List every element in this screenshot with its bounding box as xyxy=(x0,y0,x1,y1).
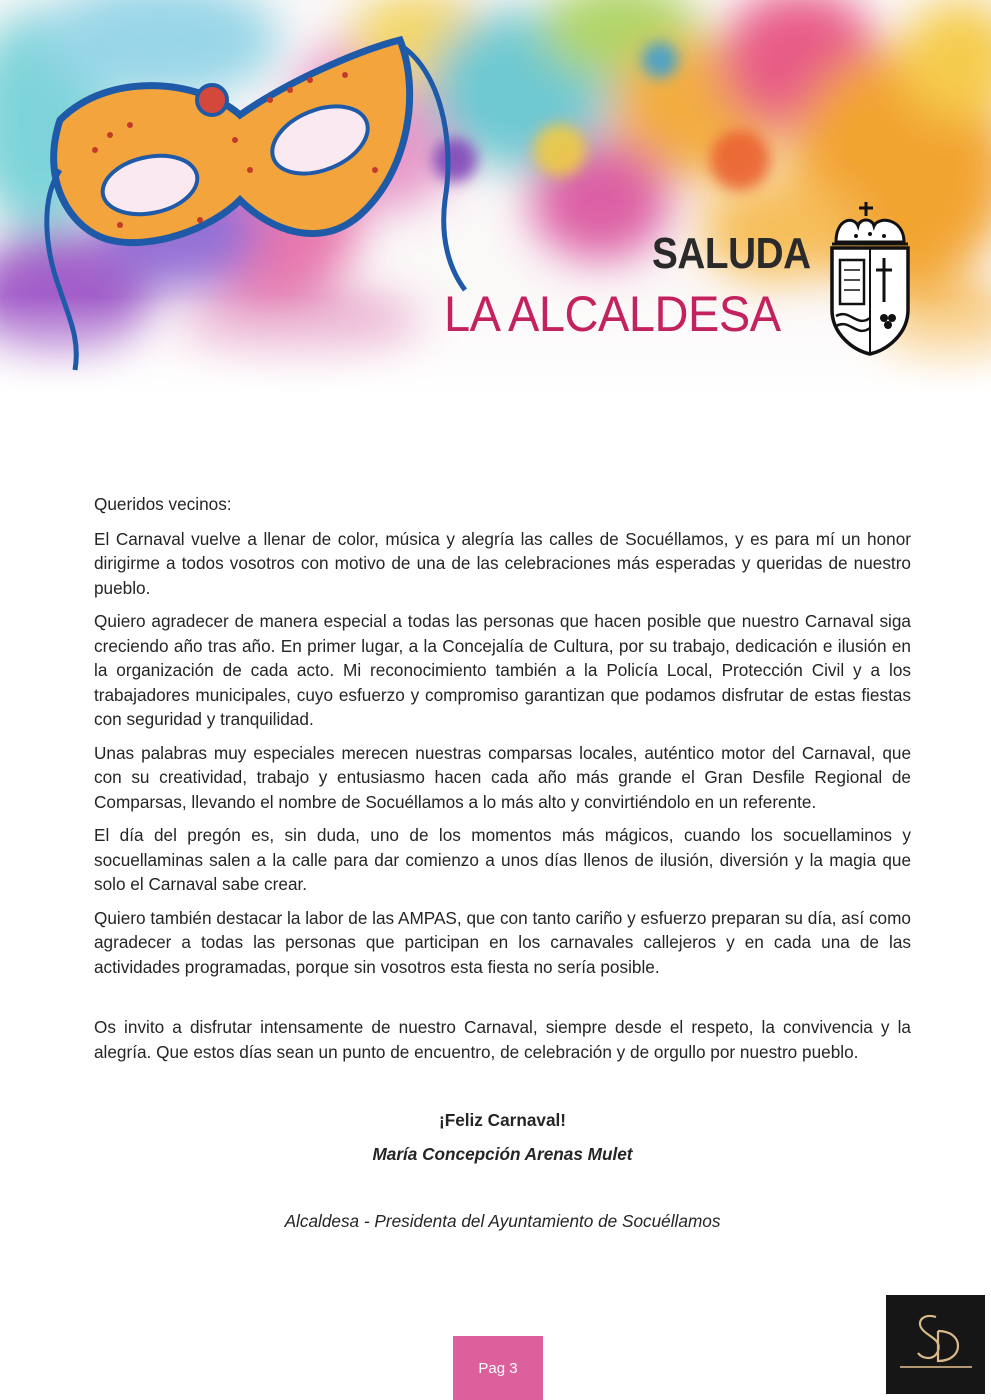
letter-paragraph: El Carnaval vuelve a llenar de color, música y alegría las calles de Socuéllamos, y es para mí un honor dirigirme a todos vosotros con motivo de una de las celebraciones más esperadas y queridas de nuestro pueblo. xyxy=(94,528,911,598)
letter-paragraph: Quiero también destacar la labor de las AMPAS, que con tanto cariño y esfuerzo preparan su día, así como agradecer a todas las personas que participan en los carnavales callejeros y en cada una de las actividades programadas, porque sin vosotros esta fiesta no sería posible. xyxy=(94,907,911,977)
letter-body xyxy=(94,492,911,1073)
carnival-banner xyxy=(0,0,991,395)
sd-logo-icon xyxy=(886,1295,985,1394)
page-number: Pag 3 xyxy=(453,1336,543,1400)
signer-name: María Concepción Arenas Mulet xyxy=(372,1144,633,1164)
letter-closing: ¡Feliz Carnaval! xyxy=(438,1110,567,1130)
header-la-alcaldesa: LA ALCALDESA xyxy=(444,286,781,342)
letter-greeting: Queridos vecinos: xyxy=(94,494,232,514)
header-saluda: SALUDA xyxy=(652,229,811,278)
letter-paragraph: Unas palabras muy especiales merecen nuestras comparsas locales, auténtico motor del Carnaval, que con su creatividad, trabajo y entusiasmo hacen cada año más grande el Gran Desfile Regional de Comparsas, llevando el nombre de Socuéllamos a lo más alto y convirtiéndolo en un referente. xyxy=(94,742,911,812)
letter-paragraph: Quiero agradecer de manera especial a todas las personas que hacen posible que nuestro Carnaval siga creciendo año tras año. En primer lugar, a la Concejalía de Cultura, por su trabajo, dedicación e ilusión en la organización de cada acto. Mi reconocimiento también a la Policía Local, Protección Civil y a los trabajadores municipales, cuyo esfuerzo y compromiso garantizan que podamos disfrutar de estas fiestas con seguridad y tranquilidad. xyxy=(94,611,911,729)
coat-of-arms-icon xyxy=(826,198,914,358)
letter-paragraph: El día del pregón es, sin duda, uno de los momentos más mágicos, cuando los socuellaminos y socuellaminas salen a la calle para dar comienzo a unos días llenos de ilusión, diversión y la magia que solo el Carnaval sabe crear. xyxy=(94,825,911,894)
signer-role: Alcaldesa - Presidenta del Ayuntamiento de Socuéllamos xyxy=(284,1211,721,1231)
letter-paragraph: Os invito a disfrutar intensamente de nuestro Carnaval, siempre desde el respeto, la convivencia y la alegría. Que estos días sean un punto de encuentro, de celebración y de orgullo por nuestro pueblo. xyxy=(94,1017,911,1062)
